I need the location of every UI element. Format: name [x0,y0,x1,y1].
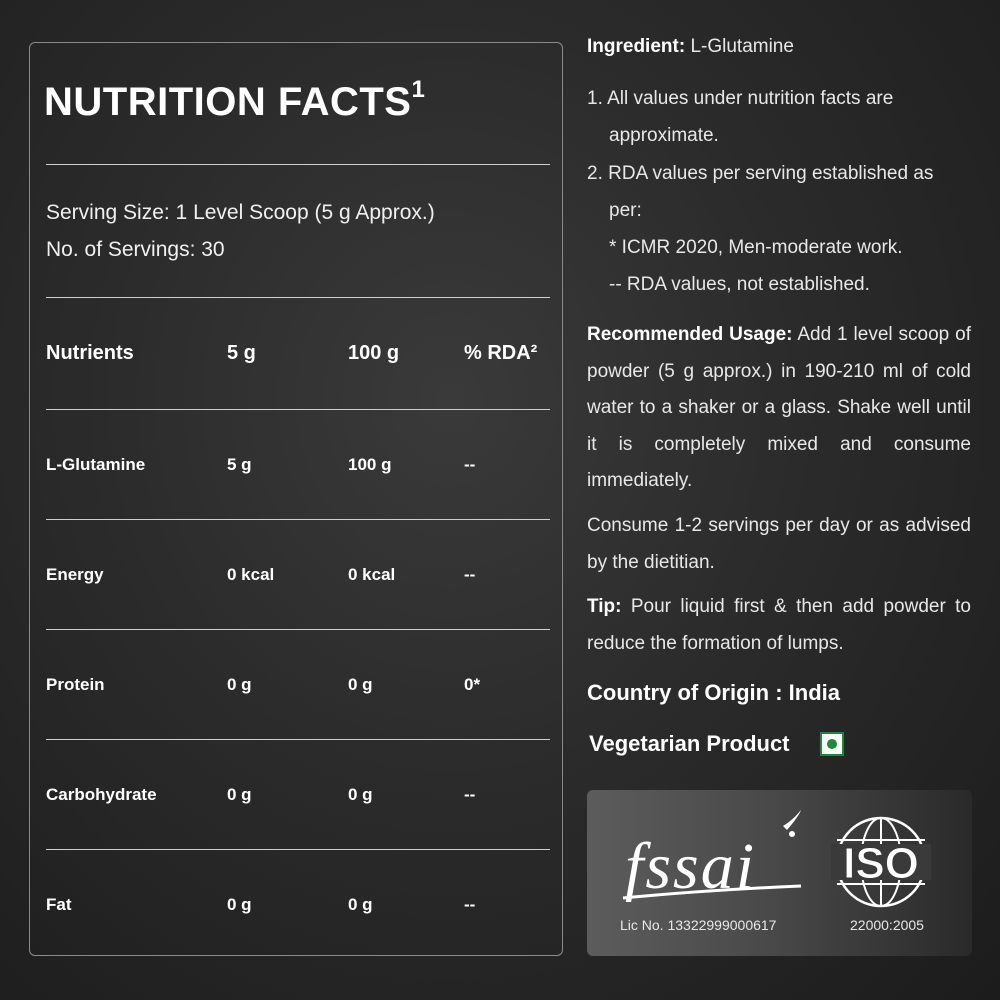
ingredient-line: Ingredient: L-Glutamine [587,36,794,57]
row-per-serving: 0 g [227,895,252,914]
row-rda: -- [464,565,476,584]
row-rda: -- [464,455,476,474]
svg-text:fssai: fssai [625,830,757,903]
svg-text:ISO: ISO [843,839,919,888]
header-rda: % RDA² [464,342,538,364]
header-nutrients: Nutrients [46,342,134,364]
row-per-serving: 0 g [227,675,252,694]
header-per-100g: 100 g [348,342,400,364]
servings-count: No. of Servings: 30 [46,238,225,261]
iso-logo-icon [831,818,931,906]
divider [46,849,550,850]
note-2: 2. RDA values per serving established as [587,163,934,184]
row-per-100g: 100 g [348,455,392,474]
row-per-100g: 0 g [348,675,373,694]
row-rda: -- [464,895,476,914]
tip: Tip: Pour liquid first & then add powder to reduce the formation of lumps. [587,596,972,654]
nutrition-facts-title: NUTRITION FACTS$^1$ [44,76,426,124]
fssai-license-number: Lic No. 13322999000617 [620,917,777,933]
header-per-serving: 5 g [227,342,256,364]
divider [46,519,550,520]
note-asterisk: * ICMR 2020, Men-moderate work. [609,237,903,258]
row-rda: -- [464,785,476,804]
row-nutrient: Energy [46,565,104,584]
divider [46,297,550,298]
row-rda: 0* [464,675,481,694]
row-nutrient: Carbohydrate [46,785,157,804]
row-nutrient: Fat [46,895,72,914]
note-1-cont: approximate. [609,125,719,146]
country-of-origin: Country of Origin : India [587,680,840,705]
note-dash: -- RDA values, not established. [609,274,870,295]
row-nutrient: L-Glutamine [46,455,146,474]
vegetarian-label: Vegetarian Product [589,731,790,756]
row-per-100g: 0 g [348,895,373,914]
divider [46,629,550,630]
row-per-100g: 0 kcal [348,565,396,584]
divider [46,739,550,740]
recommended-usage: Recommended Usage: Add 1 level scoop of powder (5 g approx.) in 190-210 ml of cold water to a shaker or a glass. Shake well until it is completely mixed and consume immediately. [587,324,971,491]
note-1: 1. All values under nutrition facts are [587,88,894,109]
nutrition-facts-panel [29,42,563,956]
divider [46,409,550,410]
iso-standard-number: 22000:2005 [850,917,924,933]
row-nutrient: Protein [46,675,105,694]
note-2-cont: per: [609,200,642,221]
fssai-logo-icon [623,810,801,903]
row-per-serving: 0 kcal [227,565,275,584]
row-per-100g: 0 g [348,785,373,804]
serving-size: Serving Size: 1 Level Scoop (5 g Approx.) [46,201,435,224]
row-per-serving: 0 g [227,785,252,804]
vegetarian-icon [820,732,844,756]
row-per-serving: 5 g [227,455,252,474]
divider [46,164,550,165]
consume-note: Consume 1-2 servings per day or as advised by the dietitian. [587,515,971,573]
